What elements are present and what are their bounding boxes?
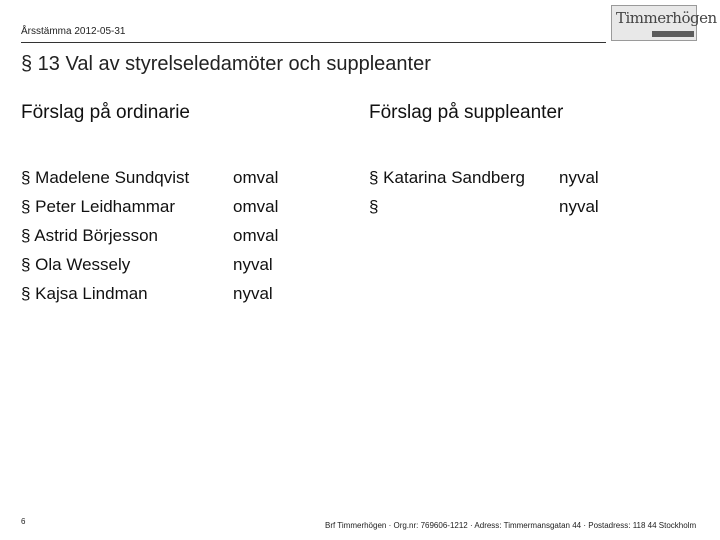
header-divider: [21, 42, 606, 43]
ordinarie-item-status: omval: [233, 226, 279, 245]
logo-wordmark: Timmerhögen: [616, 9, 717, 27]
suppleanter-item-name: §: [369, 197, 379, 216]
suppleanter-item-name: § Katarina Sandberg: [369, 168, 525, 187]
header-date: Årsstämma 2012-05-31: [21, 26, 126, 37]
logo-strip: [652, 31, 694, 37]
ordinarie-item-name: § Peter Leidhammar: [21, 197, 176, 216]
ordinarie-item-status: nyval: [233, 284, 273, 303]
suppleanter-heading: Förslag på suppleanter: [369, 102, 564, 123]
ordinarie-heading: Förslag på ordinarie: [21, 102, 190, 123]
ordinarie-item-name: § Ola Wessely: [21, 255, 131, 274]
ordinarie-item-status: omval: [233, 168, 279, 187]
suppleanter-item-status: nyval: [559, 197, 599, 216]
ordinarie-item-status: nyval: [233, 255, 273, 274]
page-number: 6: [21, 517, 26, 526]
ordinarie-item-status: omval: [233, 197, 279, 216]
slide-title: § 13 Val av styrelseledamöter och suppleanter: [21, 53, 431, 75]
ordinarie-item-name: § Kajsa Lindman: [21, 284, 148, 303]
ordinarie-item-name: § Madelene Sundqvist: [21, 168, 190, 187]
ordinarie-item-name: § Astrid Börjesson: [21, 226, 159, 245]
brand-logo: [611, 5, 717, 41]
footer-info: Brf Timmerhögen · Org.nr: 769606-1212 · Adress: Timmermansgatan 44 · Postadress: 118 44 Stockholm: [325, 521, 697, 530]
suppleanter-item-status: nyval: [559, 168, 599, 187]
